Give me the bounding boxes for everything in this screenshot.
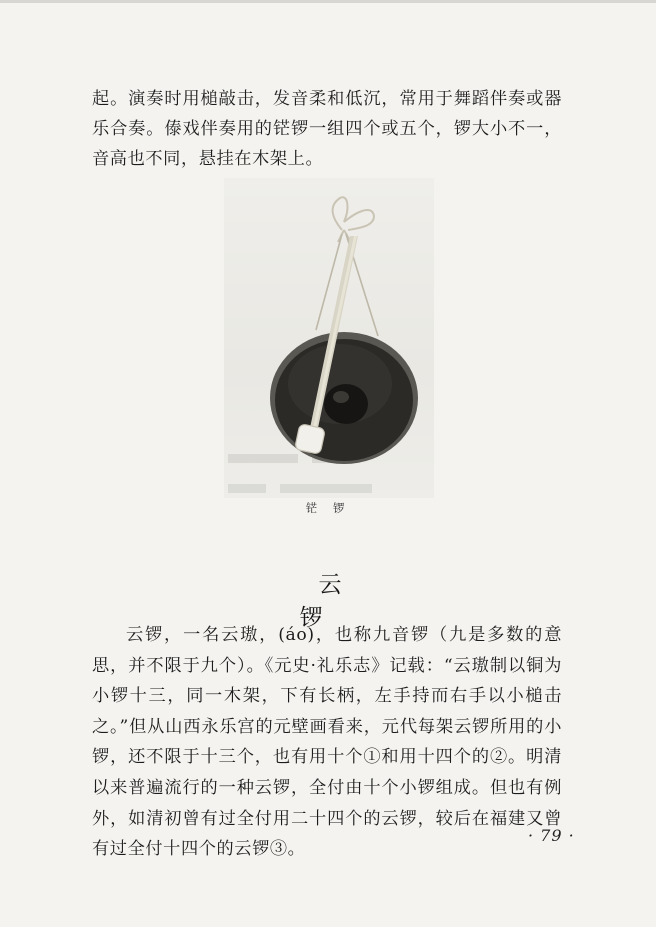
gong-figure <box>224 178 434 498</box>
page-edge <box>0 0 656 3</box>
section-title: 云 锣 <box>299 572 380 631</box>
figure-caption: 铓 锣 <box>305 501 351 515</box>
paragraph-top: 起。演奏时用槌敲击，发音柔和低沉，常用于舞蹈伴奏或器乐合奏。傣戏伴奏用的铓锣一组四个或五个，锣大小不一，音高也不同，悬挂在木架上。 <box>92 89 562 169</box>
gong-photo <box>224 178 434 498</box>
mallet-head <box>295 424 326 455</box>
page-number: · 79 · <box>528 826 575 845</box>
paragraph-bottom: 云锣，一名云璈，(áo)，也称九音锣（九是多数的意思，并不限于九个）。《元史·礼乐志》记载：“云璈制以铜为小锣十三，同一木架，下有长柄，左手持而右手以小槌击之。”但从山西永乐宫的元壁画看来，元代每架云锣所用的小锣，还不限于十三个，也有用十个①和用十四个的②。明清以来普遍流行的一种云锣，全付由十个小锣组成。但也有例外，如清初曾有过全付用二十四个的云锣，较后在福建又曾有过全付十四个的云锣③。 <box>92 625 562 860</box>
gong-boss <box>324 384 368 424</box>
